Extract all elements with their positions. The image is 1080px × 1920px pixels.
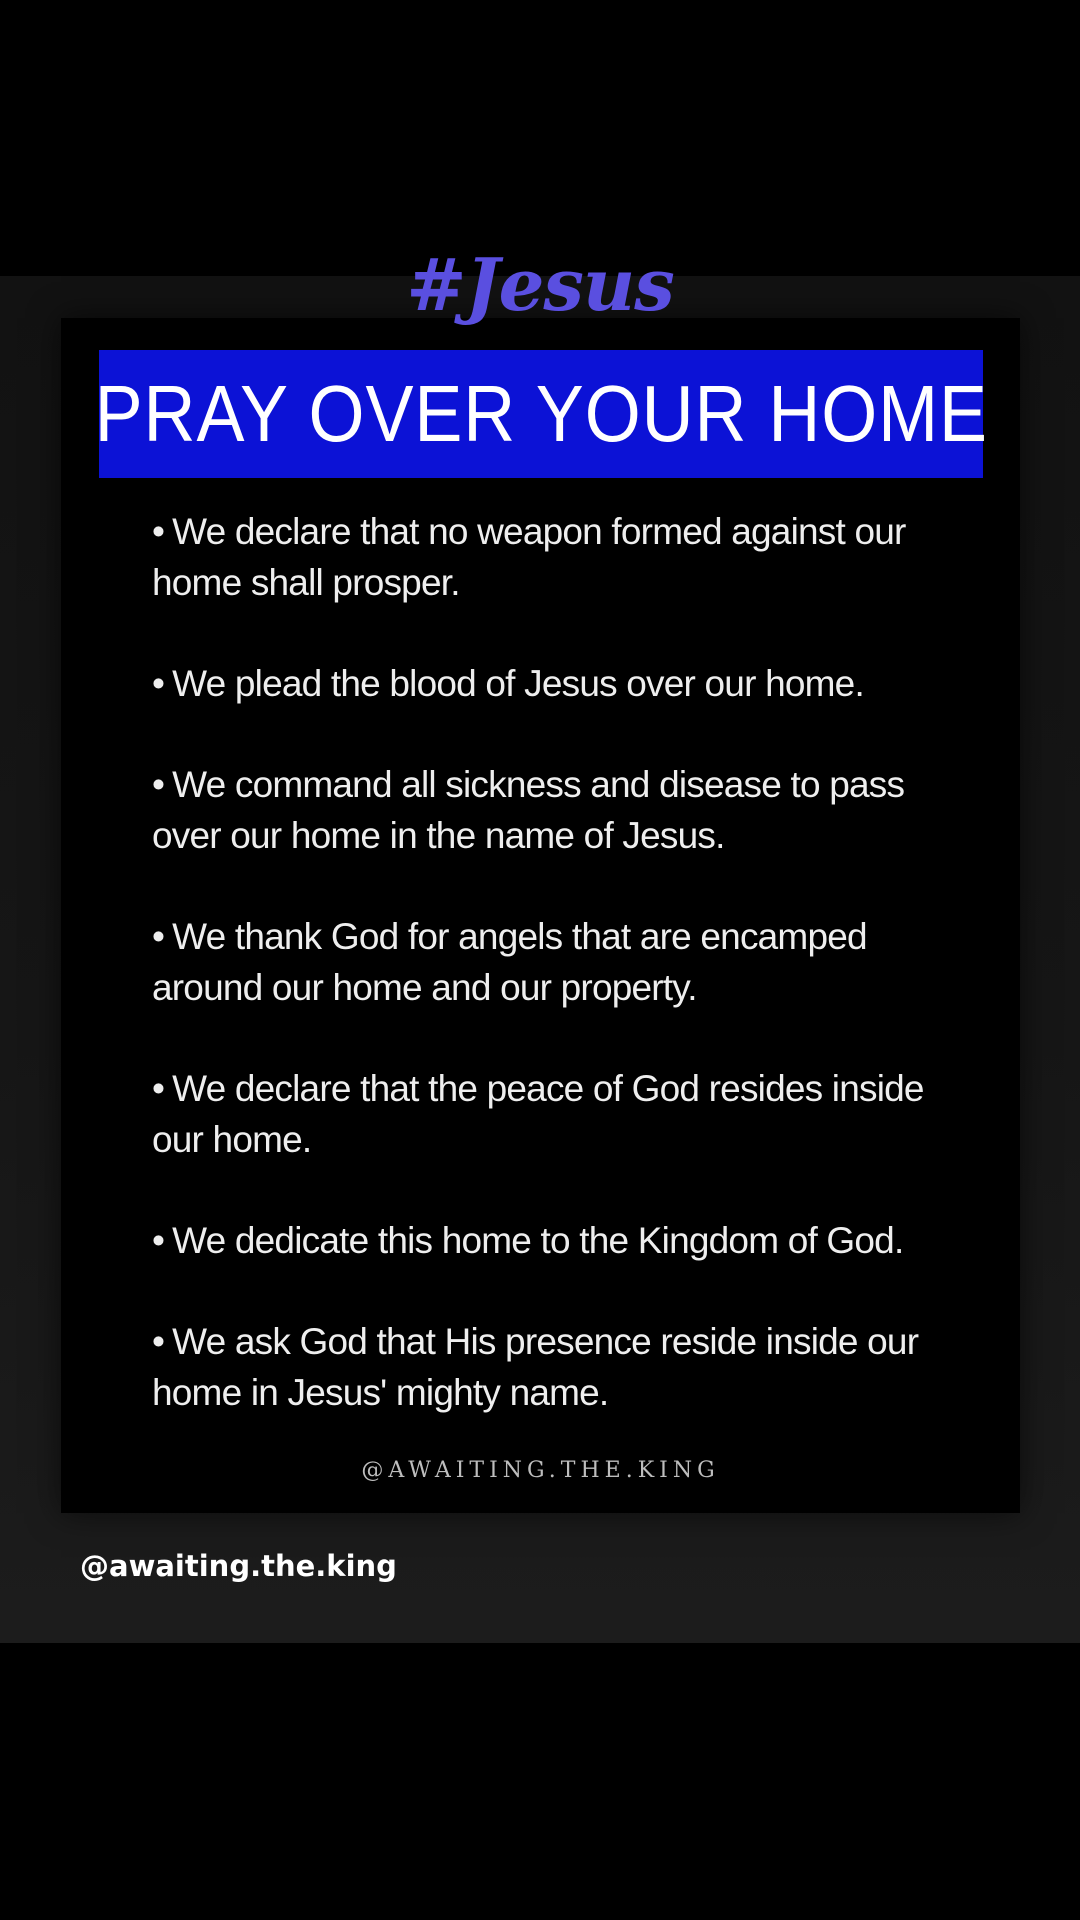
prayer-list xyxy=(152,506,982,1468)
prayer-item xyxy=(152,1316,982,1418)
prayer-text: We dedicate this home to the Kingdom of God. xyxy=(172,1220,904,1261)
prayer-text: We declare that no weapon formed against our home shall prosper. xyxy=(152,511,906,603)
bullet-icon: • xyxy=(152,916,165,957)
prayer-text: We ask God that His presence reside inside our home in Jesus' mighty name. xyxy=(152,1321,919,1413)
card-watermark: @AWAITING.THE.KING xyxy=(361,1458,720,1483)
title-banner xyxy=(94,350,988,478)
hashtag-sticker[interactable]: #Jesus xyxy=(406,242,674,327)
prayer-text: We plead the blood of Jesus over our home. xyxy=(172,663,864,704)
bullet-icon: • xyxy=(152,663,165,704)
prayer-item xyxy=(152,1063,982,1165)
credit-handle-link[interactable]: @awaiting.the.king xyxy=(80,1549,397,1583)
bullet-icon: • xyxy=(152,1220,165,1261)
bullet-icon: • xyxy=(152,1068,165,1109)
bullet-icon: • xyxy=(152,1321,165,1362)
prayer-item xyxy=(152,1215,982,1266)
prayer-text: We thank God for angels that are encamped around our home and our property. xyxy=(152,916,867,1008)
prayer-text: We command all sickness and disease to pass over our home in the name of Jesus. xyxy=(152,764,905,856)
post-card[interactable] xyxy=(61,318,1020,1513)
bullet-icon: • xyxy=(152,764,165,805)
prayer-text: We declare that the peace of God resides inside our home. xyxy=(152,1068,924,1160)
bullet-icon: • xyxy=(152,511,165,552)
prayer-item xyxy=(152,506,982,608)
prayer-item xyxy=(152,658,982,709)
post-title: PRAY OVER YOUR HOME xyxy=(94,369,988,458)
prayer-item xyxy=(152,759,982,861)
prayer-item xyxy=(152,911,982,1013)
